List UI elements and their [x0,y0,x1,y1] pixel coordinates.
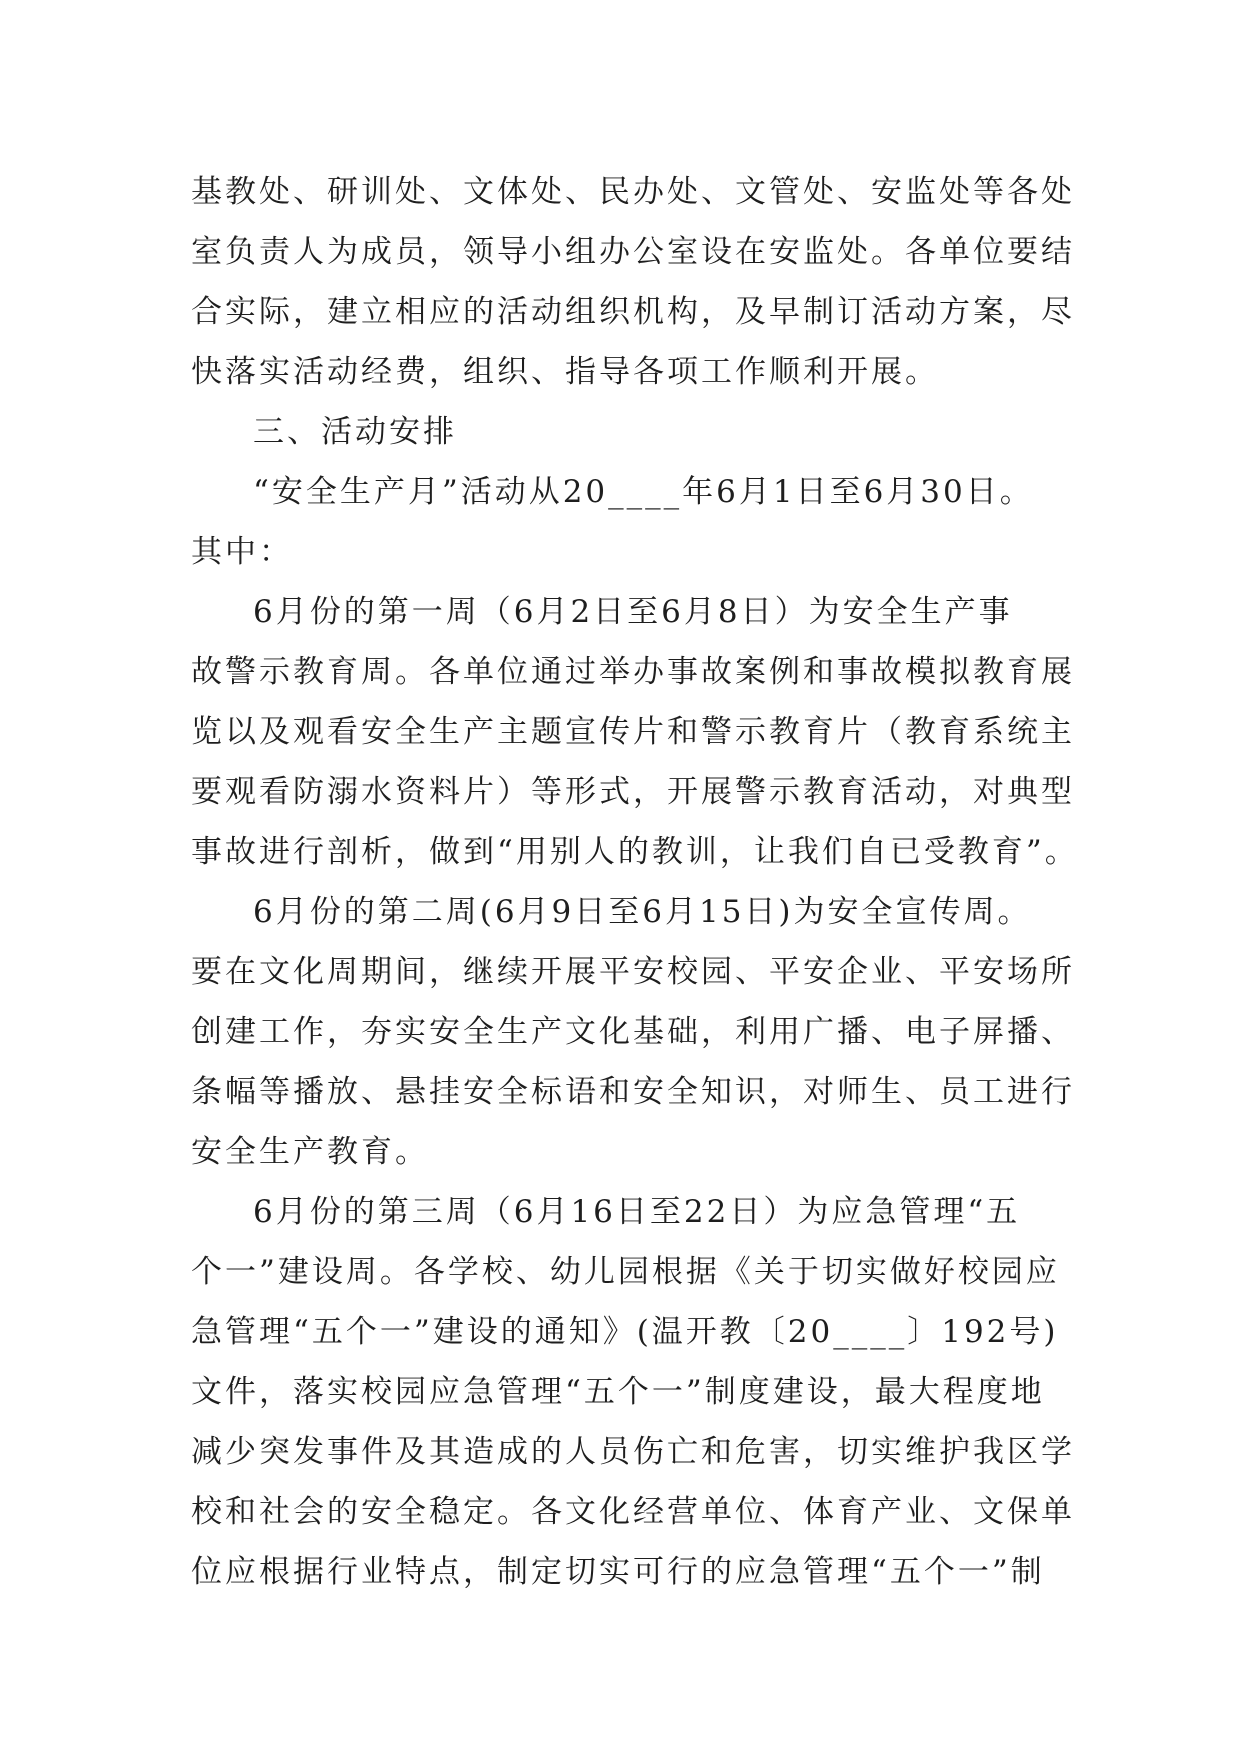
text-line: 条幅等播放、悬挂安全标语和安全知识，对师生、员工进行 [191,1074,1075,1110]
section-heading: 三、活动安排 [253,414,457,450]
text-line: 要观看防溺水资料片）等形式，开展警示教育活动，对典型 [191,774,1075,810]
text-line: 事故进行剖析，做到“用别人的教训，让我们自已受教育”。 [191,834,1079,870]
text-line: 个一”建设周。各学校、幼儿园根据《关于切实做好校园应 [191,1254,1060,1290]
text-line: 要在文化周期间，继续开展平安校园、平安企业、平安场所 [191,954,1075,990]
document-body [191,162,1079,1602]
text-line: 6月份的第一周（6月2日至6月8日）为安全生产事 [253,594,1013,630]
text-line: 安全生产教育。 [191,1134,429,1170]
text-line: 览以及观看安全生产主题宣传片和警示教育片（教育系统主 [191,714,1075,750]
text-line: 校和社会的安全稳定。各文化经营单位、体育产业、文保单 [191,1494,1075,1530]
text-line: 位应根据行业特点，制定切实可行的应急管理“五个一”制 [191,1554,1045,1590]
text-line: 减少突发事件及其造成的人员伤亡和危害，切实维护我区学 [191,1434,1075,1470]
text-line: 6月份的第二周(6月9日至6月15日)为安全宣传周。 [253,894,1032,930]
text-line: 故警示教育周。各单位通过举办事故案例和事故模拟教育展 [191,654,1075,690]
text-line: 室负责人为成员，领导小组办公室设在安监处。各单位要结 [191,234,1075,270]
text-line: 文件，落实校园应急管理“五个一”制度建设，最大程度地 [191,1374,1045,1410]
text-line: 合实际，建立相应的活动组织机构，及早制订活动方案，尽 [191,294,1075,330]
text-line: 6月份的第三周（6月16日至22日）为应急管理“五 [253,1194,1021,1230]
text-line: 急管理“五个一”建设的通知》(温开教〔20____〕192号) [191,1314,1059,1350]
text-line: 基教处、研训处、文体处、民办处、文管处、安监处等各处 [191,174,1075,210]
text-line: “安全生产月”活动从20____年6月1日至6月30日。 [253,474,1034,510]
text-line: 快落实活动经费，组织、指导各项工作顺利开展。 [191,354,939,390]
text-line: 其中： [191,534,293,570]
text-line: 创建工作，夯实安全生产文化基础，利用广播、电子屏播、 [191,1014,1075,1050]
